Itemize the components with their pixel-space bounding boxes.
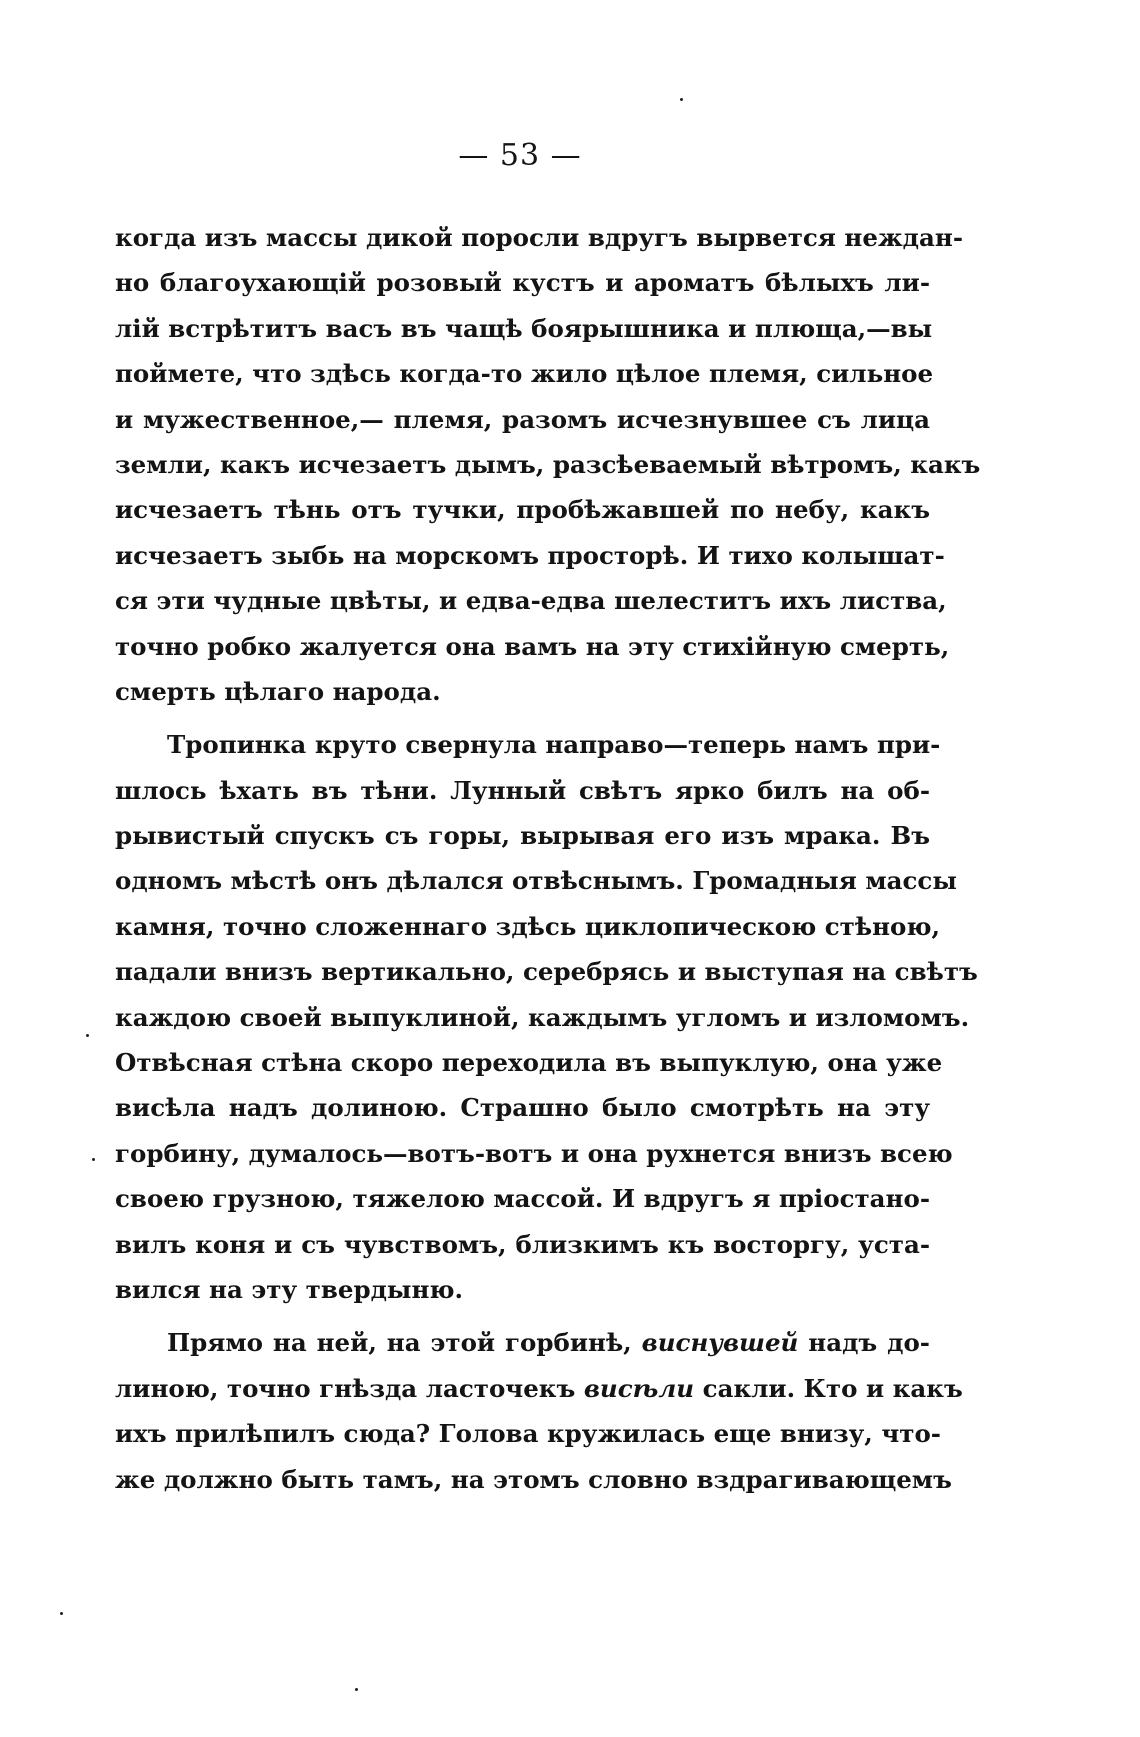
- text-line: каждою своей выпуклиной, каждымъ угломъ и изломомъ.: [115, 1002, 970, 1032]
- paragraph: [115, 215, 981, 714]
- text-line: но благоухающій розовый кустъ и ароматъ бѣлыхъ ли-: [115, 268, 930, 298]
- text-line: камня, точно сложеннаго здѣсь циклопическою стѣною,: [115, 911, 941, 941]
- text-line: исчезаетъ тѣнь отъ тучки, пробѣжавшей по небу, какъ: [115, 495, 930, 525]
- text-line: когда изъ массы дикой поросли вдругъ вырвется неждан-: [115, 223, 963, 252]
- scan-speck: [86, 1034, 89, 1037]
- text-line: ихъ прилѣпилъ сюда? Голова кружилась еще внизу, что-: [115, 1419, 941, 1449]
- page-number: — 53 —: [458, 138, 582, 173]
- text-line: же должно быть тамъ, на этомъ словно вздрагивающемъ: [115, 1464, 952, 1494]
- text-line: горбину, думалось—вотъ-вотъ и она рухнется внизъ всею: [115, 1138, 953, 1168]
- text-line: шлось ѣхать въ тѣни. Лунный свѣтъ ярко билъ на об-: [115, 775, 930, 805]
- text-line: рывистый спускъ съ горы, вырывая его изъ мрака. Въ: [115, 821, 930, 851]
- text-line: Отвѣсная стѣна скоро переходила въ выпуклую, она уже: [115, 1048, 943, 1078]
- text-line: исчезаетъ зыбь на морскомъ просторѣ. И тихо колышат-: [115, 540, 945, 570]
- text-line: вилъ коня и съ чувствомъ, близкимъ къ восторгу, уста-: [115, 1229, 930, 1259]
- text-line: висѣла надъ долиною. Страшно было смотрѣть на эту: [115, 1093, 930, 1123]
- text-line: Тропинка круто свернула направо—теперь намъ при-: [167, 730, 941, 760]
- scan-speck: [680, 98, 683, 101]
- scan-speck: [60, 1612, 63, 1615]
- text-line: точно робко жалуется она вамъ на эту стихійную смерть,: [115, 631, 950, 661]
- text-line: одномъ мѣстѣ онъ дѣлался отвѣснымъ. Громадныя массы: [115, 866, 957, 896]
- text-line: вился на эту твердыню.: [115, 1274, 464, 1304]
- text-line: падали внизъ вертикально, серебрясь и выступая на свѣтъ: [115, 957, 978, 987]
- scan-speck: [355, 1688, 358, 1691]
- italic-word: виснувшей: [641, 1328, 799, 1358]
- text-line: ся эти чудные цвѣты, и едва-едва шелеститъ ихъ листва,: [115, 586, 947, 616]
- text-line: лій встрѣтитъ васъ въ чащѣ боярышника и плюща,—вы: [115, 313, 933, 343]
- italic-word: висѣли: [583, 1373, 695, 1403]
- text-line: смерть цѣлаго народа.: [115, 676, 441, 706]
- text-line: и мужественное,— племя, разомъ исчезнувшее съ лица: [115, 404, 930, 434]
- paragraph: [115, 1320, 963, 1502]
- text-line: своею грузною, тяжелою массой. И вдругъ я пріостано-: [115, 1184, 930, 1214]
- text-line: линою, точно гнѣзда ласточекъ висѣли сакли. Кто и какъ: [115, 1373, 963, 1403]
- text-line: поймете, что здѣсь когда-то жило цѣлое племя, сильное: [115, 359, 934, 389]
- paragraph: [115, 722, 978, 1312]
- body-text: [115, 215, 981, 1502]
- text-line: Прямо на ней, на этой горбинѣ, виснувшей надъ до-: [167, 1328, 930, 1358]
- scan-speck: [92, 1158, 95, 1161]
- text-line: земли, какъ исчезаетъ дымъ, разсѣеваемый вѣтромъ, какъ: [115, 449, 981, 479]
